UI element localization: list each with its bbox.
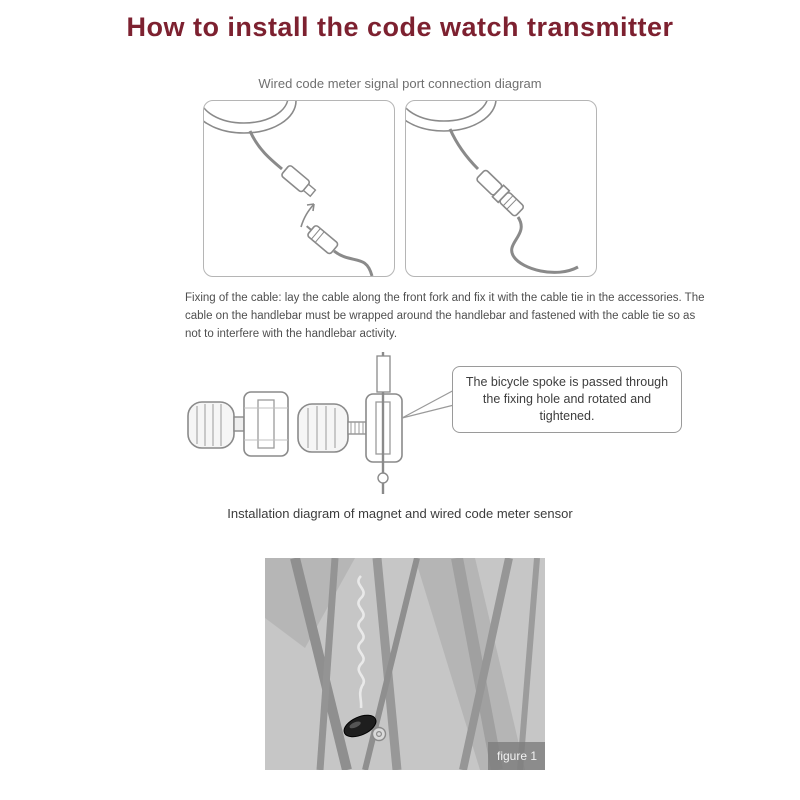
cable-fixing-instructions: Fixing of the cable: lay the cable along the front fork and fix it with the cable tie in the accessories. The cable on the handlebar must be wrapped around the handlebar and fastened with the cable tie so as not to interfere with the handlebar activity. xyxy=(185,292,705,340)
connection-section-subtitle: Wired code meter signal port connection diagram xyxy=(258,76,542,91)
connector-panel-plugged xyxy=(405,100,597,277)
figure-label: figure 1 xyxy=(488,742,545,770)
connector-panel-unplugged xyxy=(203,100,395,277)
connector-unplugged-drawing xyxy=(204,101,394,276)
magnet-install-caption: Installation diagram of magnet and wired code meter sensor xyxy=(227,506,573,521)
page-title: How to install the code watch transmitter xyxy=(126,12,674,42)
wheel-photo xyxy=(265,558,545,770)
wheel-spokes-image xyxy=(265,558,545,770)
spoke-callout-bubble xyxy=(452,366,682,433)
sensor-parts-drawing xyxy=(180,348,480,498)
spoke-callout-text: The bicycle spoke is passed through the fixing hole and rotated and tightened. xyxy=(465,375,669,423)
connector-panels-row xyxy=(203,100,597,277)
connector-plugged-drawing xyxy=(406,101,596,276)
